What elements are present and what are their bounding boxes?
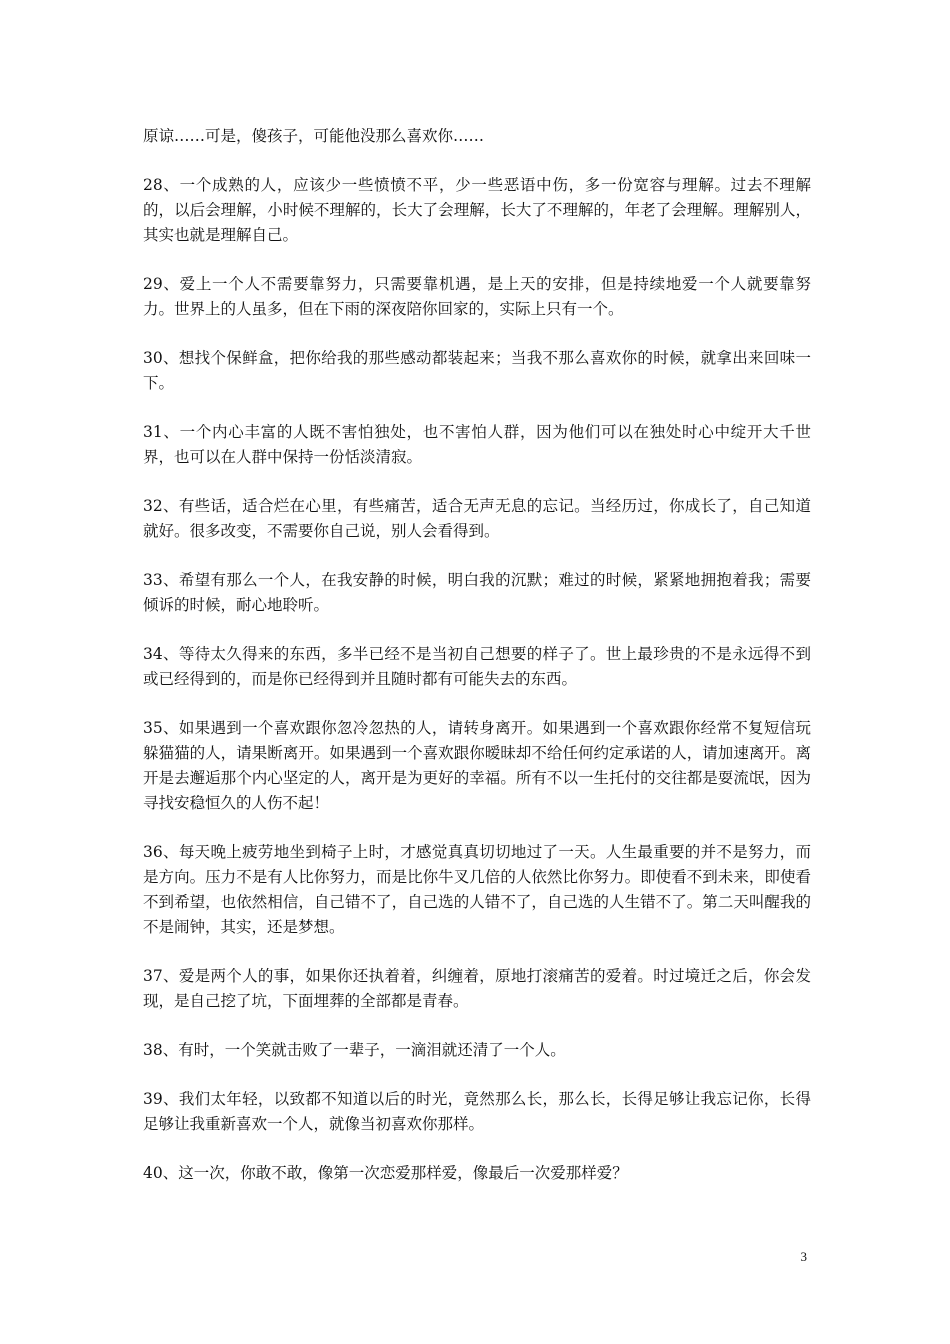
paragraph-40: 40、这一次，你敢不敢，像第一次恋爱那样爱，像最后一次爱那样爱？ <box>143 1164 628 1182</box>
paragraph-32: 32、有些话，适合烂在心里，有些痛苦，适合无声无息的忘记。当经历过，你成长了，自己知道就好。很多改变，不需要你自己说，别人会看得到。 <box>143 497 811 540</box>
paragraph-continuation: 原谅……可是，傻孩子，可能他没那么喜欢你…… <box>143 127 485 145</box>
paragraph-39: 39、我们太年轻，以致都不知道以后的时光，竟然那么长，那么长，长得足够让我忘记你，长得足够让我重新喜欢一个人，就像当初喜欢你那样。 <box>143 1090 811 1133</box>
paragraph-33: 33、希望有那么一个人，在我安静的时候，明白我的沉默；难过的时候，紧紧地拥抱着我；需要倾诉的时候，耐心地聆听。 <box>143 571 811 614</box>
page-number: 3 <box>800 1249 807 1264</box>
paragraph-38: 38、有时，一个笑就击败了一辈子，一滴泪就还清了一个人。 <box>143 1041 566 1059</box>
paragraph-31: 31、一个内心丰富的人既不害怕独处，也不害怕人群，因为他们可以在独处时心中绽开大千世界，也可以在人群中保持一份恬淡清寂。 <box>143 423 811 466</box>
paragraph-37: 37、爱是两个人的事，如果你还执着着，纠缠着，原地打滚痛苦的爱着。时过境迁之后，你会发现，是自己挖了坑，下面埋葬的全部都是青春。 <box>143 967 811 1010</box>
paragraph-30: 30、想找个保鲜盒，把你给我的那些感动都装起来；当我不那么喜欢你的时候，就拿出来回味一下。 <box>143 349 811 392</box>
document-body <box>143 124 811 1210</box>
paragraph-29: 29、爱上一个人不需要靠努力，只需要靠机遇，是上天的安排，但是持续地爱一个人就要靠努力。世界上的人虽多，但在下雨的深夜陪你回家的，实际上只有一个。 <box>143 275 811 318</box>
paragraph-28: 28、一个成熟的人，应该少一些愤愤不平，少一些恶语中伤，多一份宽容与理解。过去不理解的，以后会理解，小时候不理解的，长大了会理解，长大了不理解的，年老了会理解。理解别人，其实也就是理解自己。 <box>143 176 811 244</box>
paragraph-34: 34、等待太久得来的东西，多半已经不是当初自己想要的样子了。世上最珍贵的不是永远得不到或已经得到的，而是你已经得到并且随时都有可能失去的东西。 <box>143 645 811 688</box>
paragraph-35: 35、如果遇到一个喜欢跟你忽冷忽热的人，请转身离开。如果遇到一个喜欢跟你经常不复短信玩躲猫猫的人，请果断离开。如果遇到一个喜欢跟你暧昧却不给任何约定承诺的人，请加速离开。离开是去邂逅那个内心坚定的人，离开是为更好的幸福。所有不以一生托付的交往都是耍流氓，因为寻找安稳恒久的人伤不起！ <box>143 719 811 812</box>
paragraph-36: 36、每天晚上疲劳地坐到椅子上时，才感觉真真切切地过了一天。人生最重要的并不是努力，而是方向。压力不是有人比你努力，而是比你牛叉几倍的人依然比你努力。即使看不到未来，即使看不到希望，也依然相信，自己错不了，自己选的人错不了，自己选的人生错不了。第二天叫醒我的不是闹钟，其实，还是梦想。 <box>143 843 811 936</box>
